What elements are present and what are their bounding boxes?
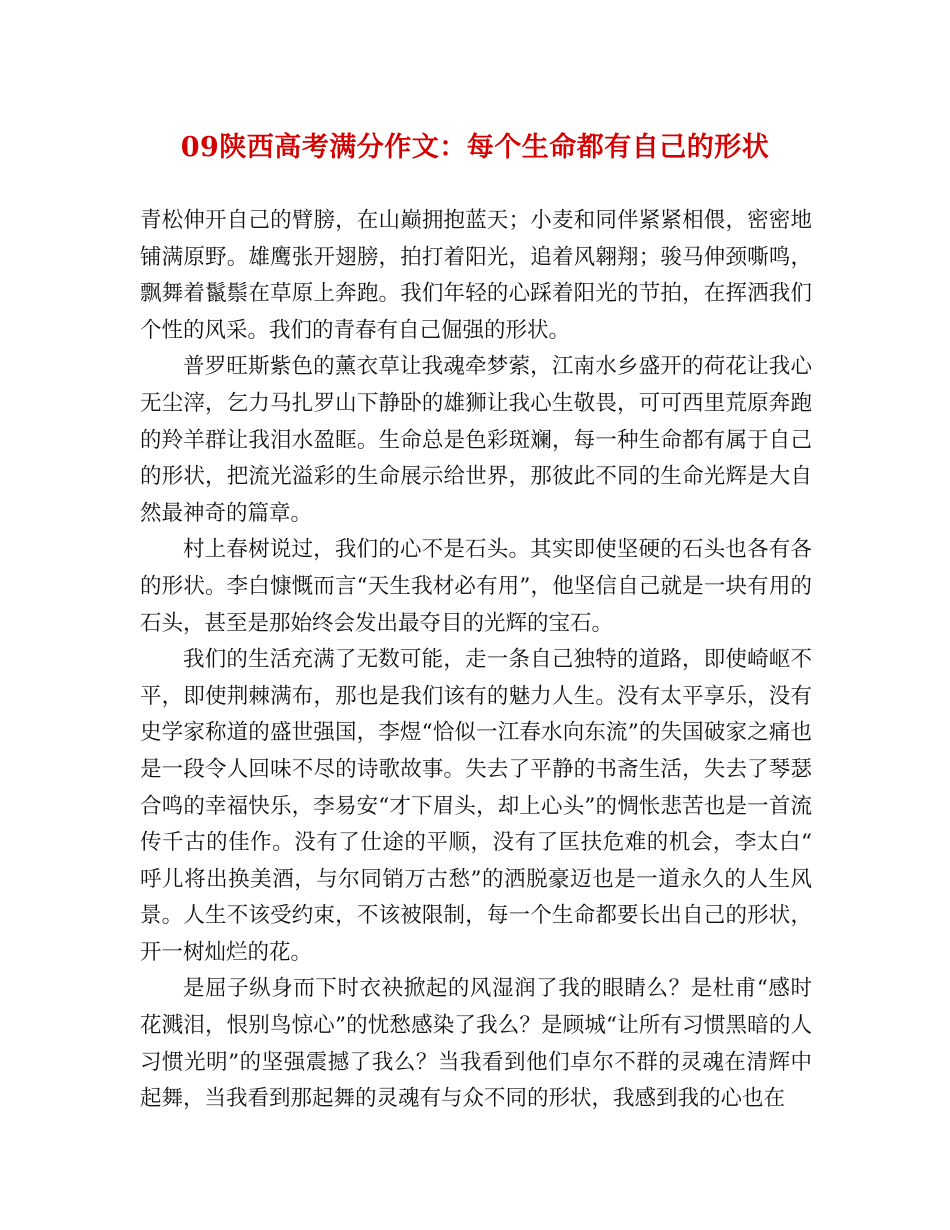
- document-title: 09陕西高考满分作文：每个生命都有自己的形状: [180, 132, 770, 163]
- paragraph-3: 村上春树说过，我们的心不是石头。其实即使坚硬的石头也各有各的形状。李白慷慨而言“天生我材必有用”，他坚信自己就是一块有用的石头，甚至是那始终会发出最夺目的光辉的宝石。: [140, 537, 812, 636]
- paragraph-2: 普罗旺斯紫色的薰衣草让我魂牵梦萦，江南水乡盛开的荷花让我心无尘滓，乞力马扎罗山下静卧的雄狮让我心生敬畏，可可西里荒原奔跑的羚羊群让我泪水盈眶。生命总是色彩斑斓，每一种生命都有属于自己的形状，把流光溢彩的生命展示给世界，那彼此不同的生命光辉是大自然最神奇的篇章。: [140, 354, 812, 526]
- paragraph-5: 是屈子纵身而下时衣袂掀起的风湿润了我的眼睛么？是杜甫“感时花溅泪，恨别鸟惊心”的忧愁感染了我么？是顾城“让所有习惯黑暗的人习惯光明”的坚强震撼了我么？当我看到他们卓尔不群的灵魂在清辉中起舞，当我看到那起舞的灵魂有与众不同的形状，我感到我的心也在: [140, 976, 812, 1112]
- paragraph-1: 青松伸开自己的臂膀，在山巅拥抱蓝天；小麦和同伴紧紧相偎，密密地铺满原野。雄鹰张开翅膀，拍打着阳光，追着风翱翔；骏马伸颈嘶鸣，飘舞着鬣鬃在草原上奔跑。我们年轻的心踩着阳光的节拍，在挥洒我们个性的风采。我们的青春有自己倔强的形状。: [140, 208, 812, 343]
- paragraph-4: 我们的生活充满了无数可能，走一条自己独特的道路，即使崎岖不平，即使荆棘满布，那也是我们该有的魅力人生。没有太平享乐，没有史学家称道的盛世强国，李煜“恰似一江春水向东流”的失国破家之痛也是一段令人回味不尽的诗歌故事。失去了平静的书斋生活，失去了琴瑟合鸣的幸福快乐，李易安“才下眉头，却上心头”的惆怅悲苦也是一首流传千古的佳作。没有了仕途的平顺，没有了匡扶危难的机会，李太白“呼儿将出换美酒，与尔同销万古愁”的洒脱豪迈也是一道永久的人生风景。人生不该受约束，不该被限制，每一个生命都要长出自己的形状，开一树灿烂的花。: [140, 647, 812, 965]
- document-body: [140, 203, 812, 1118]
